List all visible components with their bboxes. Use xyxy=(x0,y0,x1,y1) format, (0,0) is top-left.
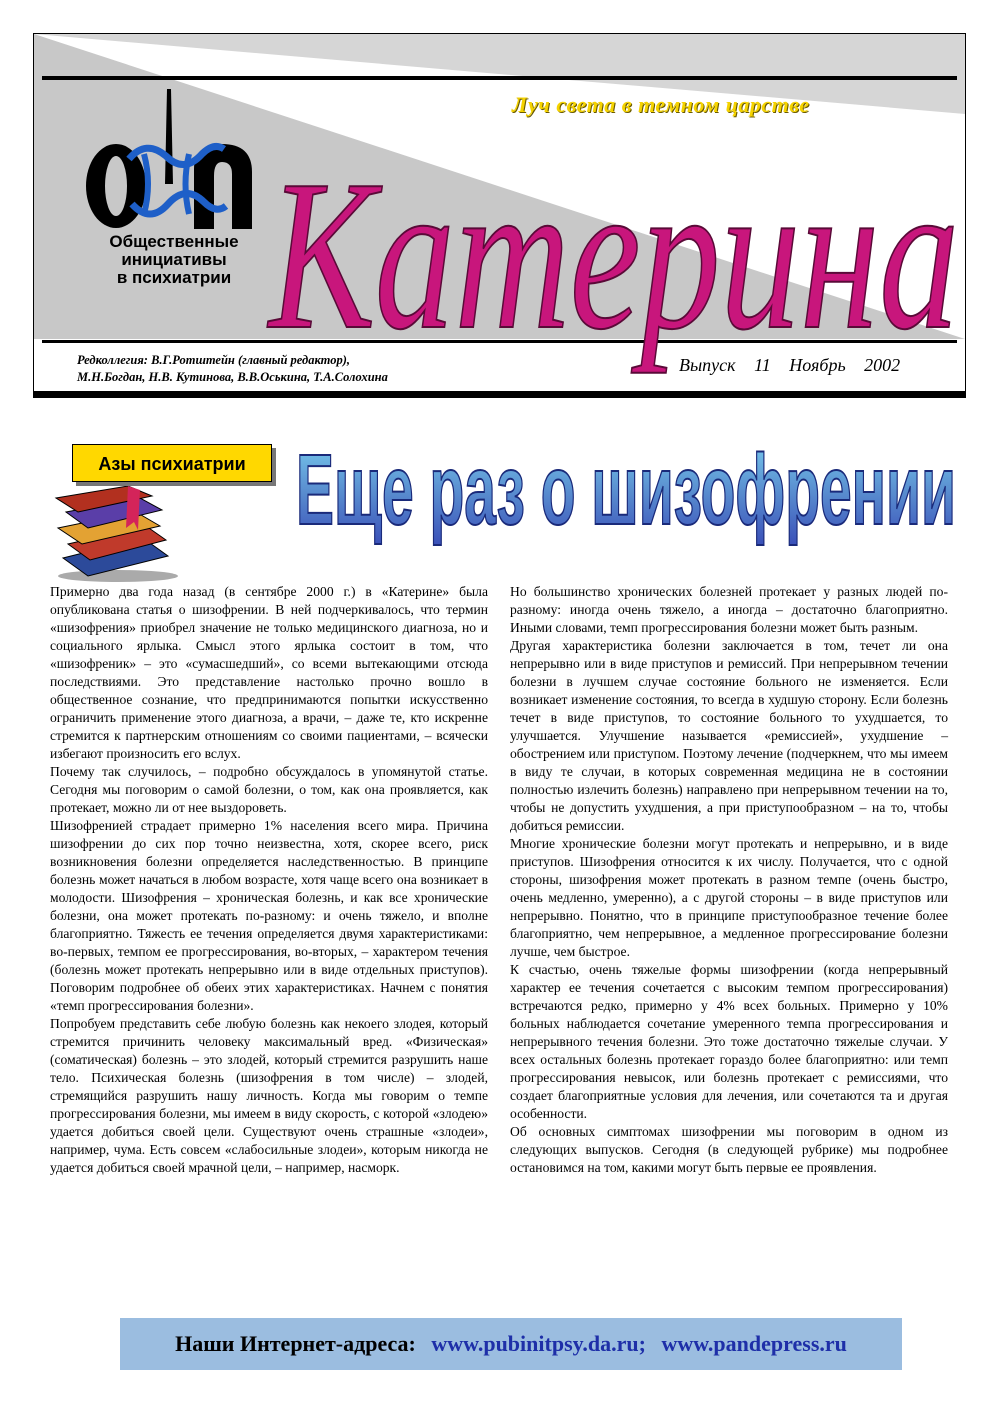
article-column-left xyxy=(50,583,488,1177)
article-headline-text: Еще раз о шизофрении xyxy=(296,434,956,546)
issue-info xyxy=(679,355,914,376)
article-column-right xyxy=(510,583,948,1177)
section-rubric: Азы психиатрии xyxy=(72,444,272,482)
issue-year: 2002 xyxy=(864,355,901,375)
books-icon xyxy=(48,478,178,583)
paragraph: Шизофренией страдает примерно 1% населения всего мира. Причина шизофрении до сих пор точно неизвестна, хотя, скорее всего, риск возникновения болезни определяется наследственностью. В принципе болезнь может начаться в любом возрасте, хотя чаще всего она возникает в молодости. Шизофрения – хроническая болезнь, и как все хронические болезни, она может протекать по-разному: и очень тяжело, и вполне благоприятно. Тяжесть ее течения определяется двумя характеристиками: во-первых, темпом ее прогрессирования, во-вторых, – характером течения (болезнь может протекать непрерывно или в виде отдельных приступов). Поговорим подробнее об обеих этих характеристиках. Начнем с понятия «темп прогрессирования болезни». xyxy=(50,818,488,1013)
article-headline xyxy=(292,432,962,547)
paragraph: Примерно два года назад (в сентябре 2000 г.) в «Катерине» была опубликована статья о шизофрении. В ней подчеркивалось, что термин «шизофрения» приобрел значение не только медицинского диагноза, но и социального ярлыка. Смысл этого ярлыка состоит в том, что «шизофреник» – это «сумасшедший», со всеми вытекающими отсюда последствиями. Это представление настолько прочно вошло в общественное сознание, что предпринимаются попытки искусственно ограничить применение этого диагноза, а врачи, – даже те, кто искренне стремится к партнерским отношениям со своими пациентами, – всячески избегают произносить его вслух. xyxy=(50,584,488,761)
footer-link-2[interactable]: www.pandepress.ru xyxy=(661,1331,847,1356)
footer-link-1[interactable]: www.pubinitpsy.da.ru; xyxy=(431,1331,646,1356)
issue-label: Выпуск xyxy=(679,355,736,375)
footer-banner xyxy=(120,1318,902,1370)
org-name: Общественные инициативы в психиатрии xyxy=(109,232,239,287)
editorial-board: Редколлегия: В.Г.Ротштейн (главный редактор), М.Н.Богдан, Н.В. Кутинова, В.В.Оськина, Т.А.Солохина xyxy=(77,353,388,384)
org-logo-icon xyxy=(74,84,264,244)
masthead xyxy=(33,33,966,398)
issue-number: 11 xyxy=(754,355,771,375)
issue-month: Ноябрь xyxy=(789,355,846,375)
paragraph: Попробуем представить себе любую болезнь как некоего злодея, который стремится причинить человеку максимальный вред. «Физическая» (соматическая) болезнь – это злодей, который стремится разрушить наше тело. Психическая болезнь (шизофрения в том числе) – злодей, стремящийся разрушить нашу личность. Когда мы говорим о темпе прогрессирования болезни, мы имеем в виду скорость, с которой «злодею» удается добиться своей цели. Существуют очень страшные «злодеи», например, чума. Есть совсем «слабосильные злодеи», которым никогда не удается добиться своей мрачной цели, – например, насморк. xyxy=(50,1016,488,1175)
newspaper-title-text: Катерина xyxy=(266,135,959,374)
paragraph: К счастью, очень тяжелые формы шизофрении (когда непрерывный характер ее течения сочетается с высоким темпом прогрессирования) встречаются редко, примерно у 4% всех больных. Примерно у 10% больных наблюдается сочетание умеренного темпа прогрессирования и непрерывного течения болезни. Это тоже достаточно тяжелые случаи. У всех остальных болезнь протекает гораздо более благоприятно: или темп прогрессирования невысок, или болезнь протекает с ремиссиями, что создает благоприятные условия для лечения, или сочетаются та и другая особенности. xyxy=(510,962,948,1121)
masthead-top-rule xyxy=(42,76,957,80)
paragraph: Но большинство хронических болезней протекает у разных людей по-разному: иногда очень тяжело, а иногда – достаточно благоприятно. Иными словами, темп прогрессирования болезни может быть разным. xyxy=(510,584,948,635)
paragraph: Многие хронические болезни могут протекать и непрерывно, и в виде приступов. Шизофрения относится к их числу. Получается, что с одной стороны, шизофрения может протекать в разном темпе (очень быстро, очень медленно, умеренно), а с другой стороны – в виде приступов или непрерывно. Понятно, что в принципе приступообразное течение более благоприятно, чем непрерывное, а медленное прогрессирование болезни лучше, чем быстрое. xyxy=(510,836,948,959)
paragraph: Об основных симптомах шизофрении мы поговорим в одном из следующих выпусков. Сегодня (в следующей рубрике) мы подробнее остановимся на том, какими могут быть первые ее проявления. xyxy=(510,1124,948,1175)
tagline: Луч света в темном царстве xyxy=(512,92,810,117)
paragraph: Другая характеристика болезни заключается в том, течет ли она непрерывно или в виде приступов и ремиссий. При непрерывном течении болезни в лучшем случае состояние больного не изменяется. Если возникает изменение состояния, то всегда в худшую сторону. Если болезнь течет в виде приступов, то состояние больного то ухудшается, то улучшается. Улучшение называется «ремиссией», ухудшение – обострением или приступом. Поэтому лечение (подчеркнем, что мы имеем в виду те случаи, в которых современная медицина не в состоянии полностью излечить болезнь) направлено при непрерывном течении на то, чтобы не допустить ухудшения, а при приступообразном – на то, чтобы добиться ремиссии. xyxy=(510,638,948,833)
paragraph: Почему так случилось, – подробно обсуждалось в упомянутой статье. Сегодня мы поговорим о самой болезни, о том, как она проявляется, как протекает, можно ли от нее выздороветь. xyxy=(50,764,488,815)
footer-label: Наши Интернет-адреса: xyxy=(175,1331,416,1356)
